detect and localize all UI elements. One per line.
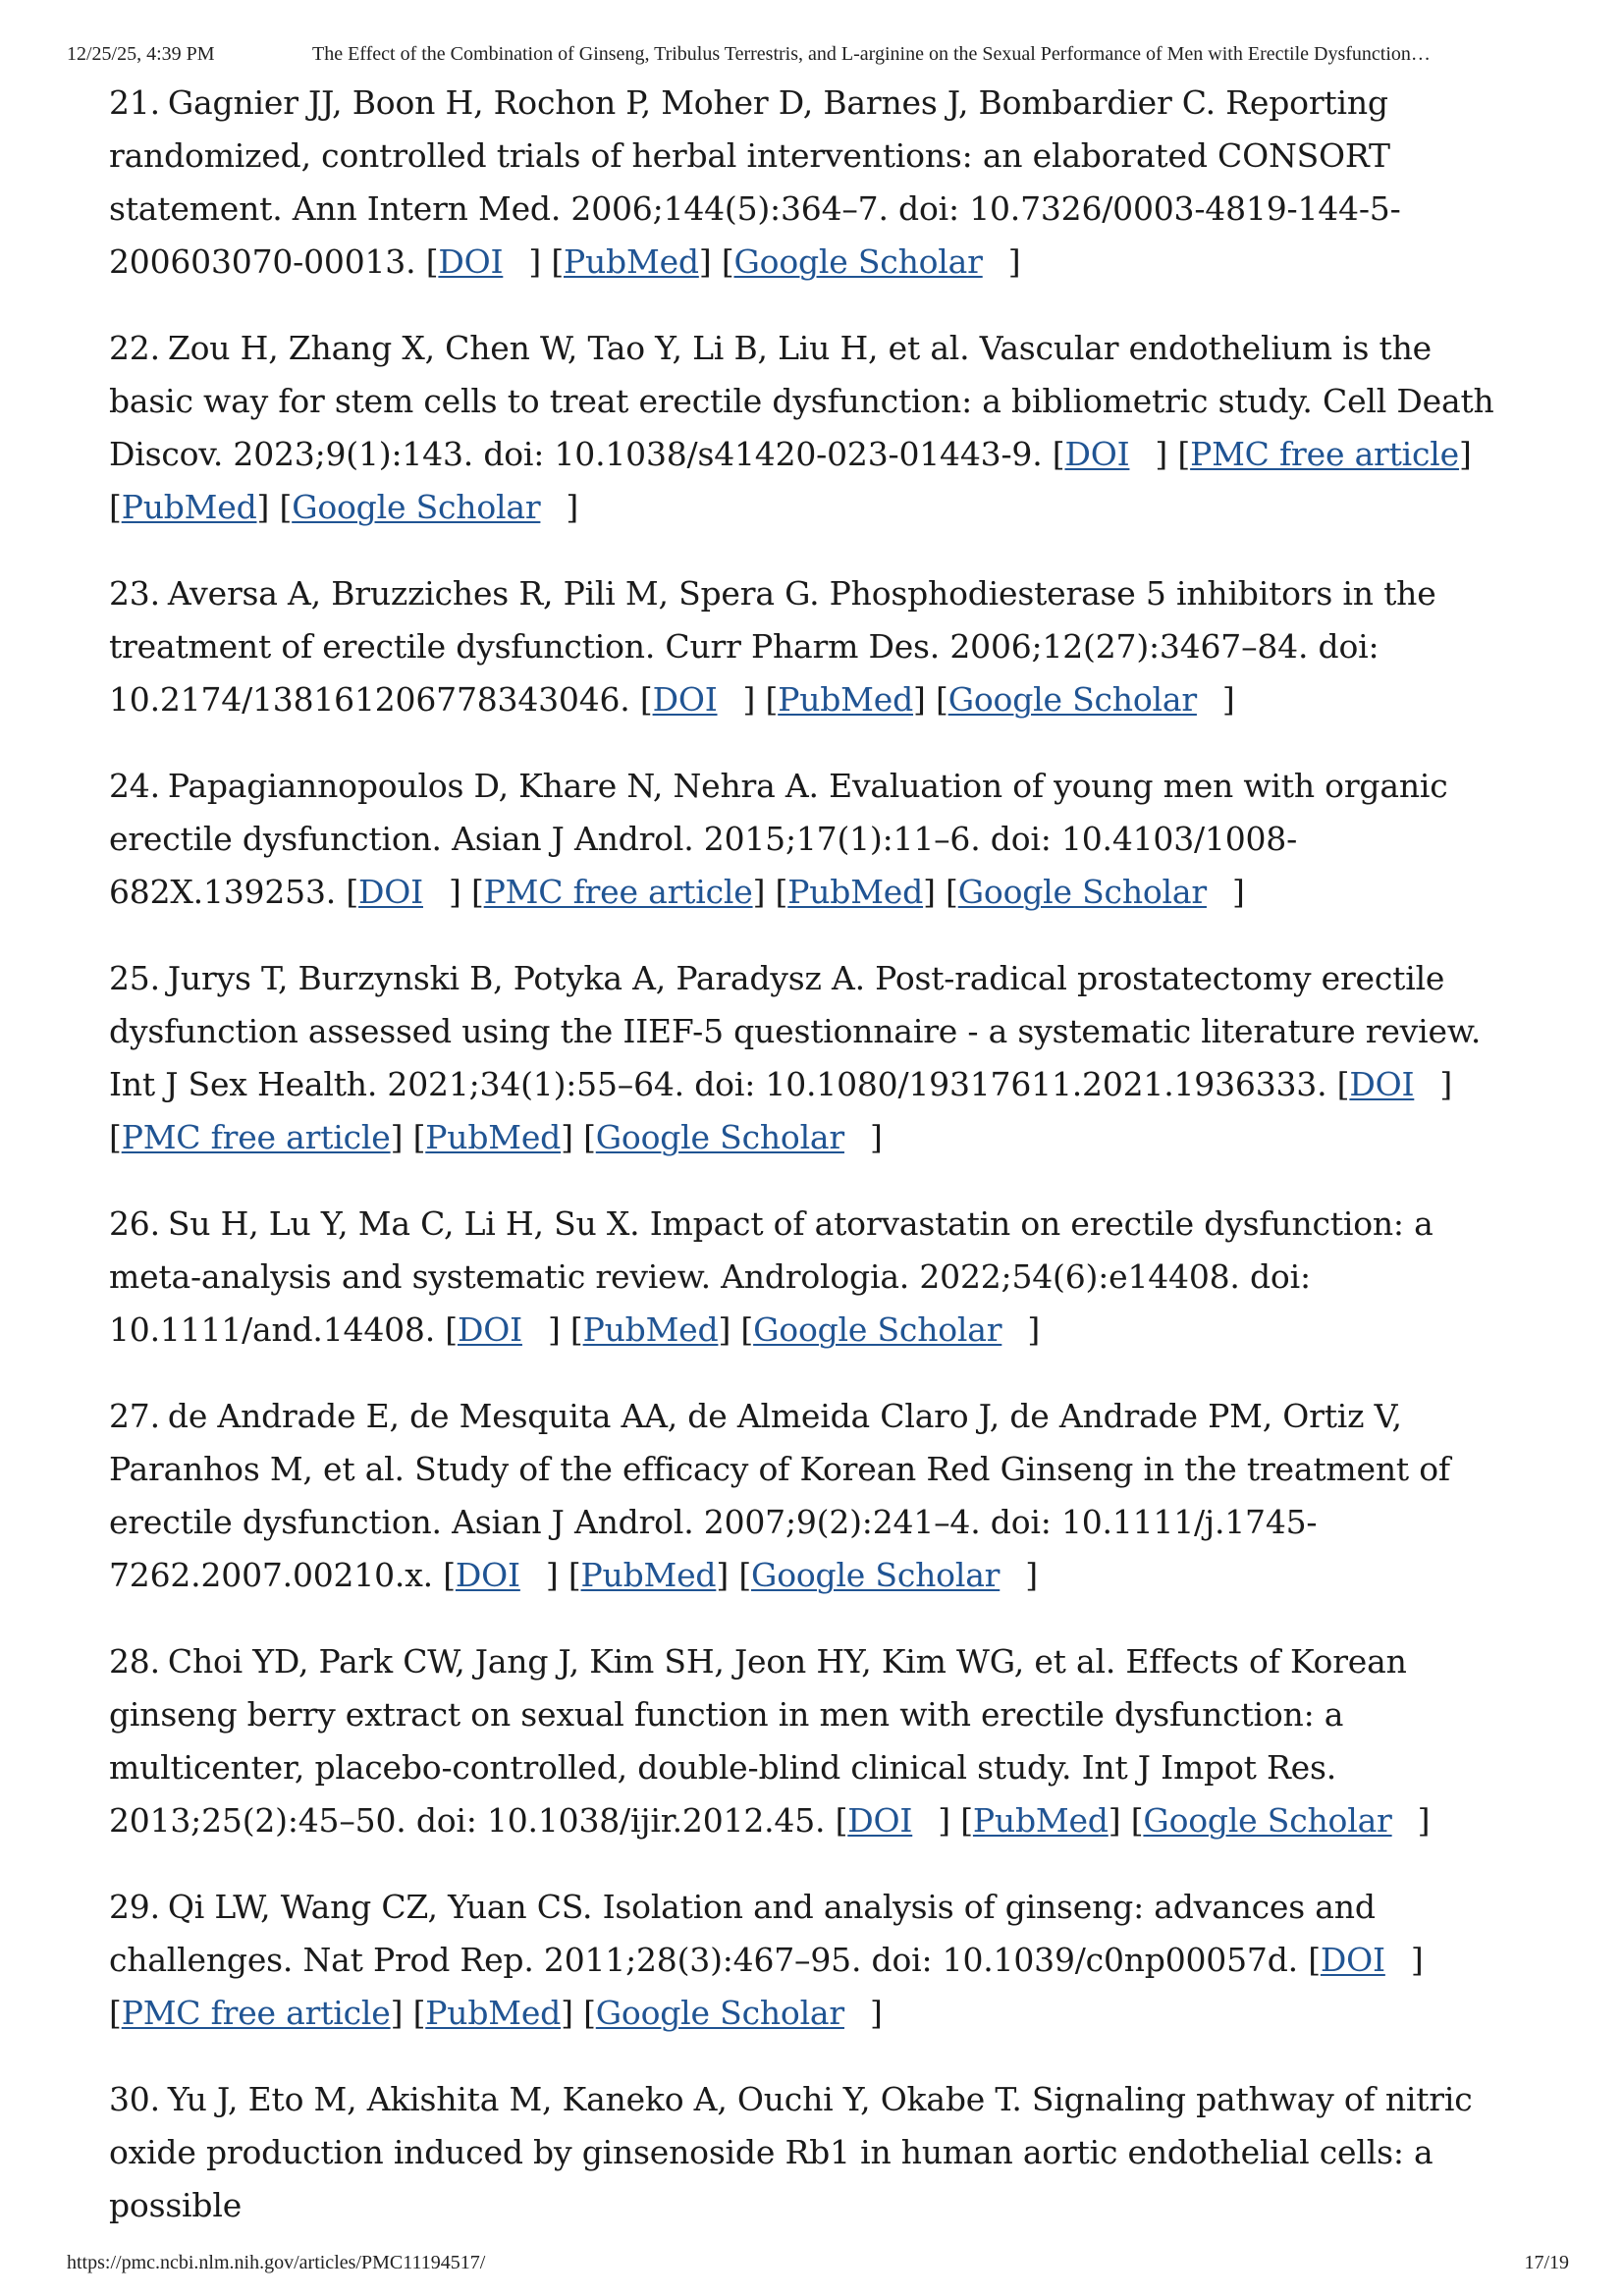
reference-link-group: [Google Scholar ] <box>740 1310 1041 1349</box>
reference-item <box>109 1635 1523 1847</box>
reference-item <box>109 760 1523 919</box>
reference-text: de Andrade E, de Mesquita AA, de Almeida Claro J, de Andrade PM, Ortiz V, Paranhos M, et al. Study of the efficacy of Korean Red Ginseng in the treatment of erectile dysfunction. Asian J Androl. 2007;9(2):241–4. doi: 10.1111/j.1745-7262.2007.00210.x. <box>109 1397 1450 1594</box>
reference-link-group: [DOI ] <box>445 1310 561 1349</box>
print-title: The Effect of the Combination of Ginseng, Tribulus Terrestris, and L-arginine on the Sexual Performance of Men with Erectile Dysfunction… <box>312 43 1431 65</box>
reference-number: 26. <box>109 1204 160 1243</box>
reference-link-group: [Google Scholar ] <box>583 1994 883 2032</box>
reference-list <box>109 77 1523 2266</box>
reference-link-group: [Google Scholar ] <box>583 1118 883 1156</box>
reference-link-group: [PubMed] <box>412 1994 573 2032</box>
pubmed-link[interactable]: PubMed <box>564 242 699 281</box>
reference-text: Gagnier JJ, Boon H, Rochon P, Moher D, Barnes J, Bombardier C. Reporting randomized, controlled trials of herbal interventions: an elaborated CONSORT statement. Ann Intern Med. 2006;144(5):364–7. doi: 10.7326/0003-4819-144-5-200603070-00013. <box>109 83 1401 281</box>
reference-text: Papagiannopoulos D, Khare N, Nehra A. Evaluation of young men with organic erectile dysfunction. Asian J Androl. 2015;17(1):11–6. doi: 10.4103/1008-682X.139253. <box>109 767 1448 911</box>
reference-link-group: [PubMed] <box>960 1801 1121 1840</box>
pmc-free-article-link[interactable]: PMC free article <box>121 1994 391 2032</box>
reference-link-group: [PubMed] <box>569 1310 731 1349</box>
reference-link-group: [Google Scholar ] <box>279 488 579 526</box>
doi-link[interactable]: DOI <box>847 1801 913 1840</box>
reference-link-group: [DOI ] <box>1052 435 1168 473</box>
reference-link-group: [DOI ] <box>639 680 756 719</box>
pubmed-link[interactable]: PubMed <box>582 1310 719 1349</box>
pubmed-link[interactable]: PubMed <box>778 680 914 719</box>
reference-number: 29. <box>109 1888 160 1926</box>
reference-link-group: [PubMed] <box>551 242 712 281</box>
reference-link-group: [PubMed] <box>109 488 270 526</box>
pmc-free-article-link[interactable]: PMC free article <box>483 873 753 911</box>
reference-number: 24. <box>109 767 160 805</box>
reference-item <box>109 1390 1523 1602</box>
google-scholar-link[interactable]: Google Scholar <box>957 873 1207 911</box>
reference-link-group: [PMC free article] <box>109 1118 404 1156</box>
reference-text: Choi YD, Park CW, Jang J, Kim SH, Jeon HY, Kim WG, et al. Effects of Korean ginseng berry extract on sexual function in men with erectile dysfunction: a multicenter, placebo-controlled, double-blind clinical study. Int J Impot Res. 2013;25(2):45–50. doi: 10.1038/ijir.2012.45. <box>109 1642 1407 1840</box>
reference-text: Zou H, Zhang X, Chen W, Tao Y, Li B, Liu H, et al. Vascular endothelium is the basic way for stem cells to treat erectile dysfunction: a bibliometric study. Cell Death Discov. 2023;9(1):143. doi: 10.1038/s41420-023-01443-9. <box>109 329 1494 473</box>
reference-text: Su H, Lu Y, Ma C, Li H, Su X. Impact of atorvastatin on erectile dysfunction: a meta-analysis and systematic review. Andrologia. 2022;54(6):e14408. doi: 10.1111/and.14408. <box>109 1204 1434 1349</box>
reference-link-group: [PubMed] <box>765 680 926 719</box>
pubmed-link[interactable]: PubMed <box>425 1118 562 1156</box>
reference-text: Jurys T, Burzynski B, Potyka A, Paradysz A. Post-radical prostatectomy erectile dysfunction assessed using the IIEF-5 questionnaire - a systematic literature review. Int J Sex Health. 2021;34(1):55–64. doi: 10.1080/19317611.2021.1936333. <box>109 959 1482 1103</box>
reference-link-group: [DOI ] <box>1308 1941 1424 1979</box>
doi-link[interactable]: DOI <box>1349 1065 1415 1103</box>
reference-link-group: [DOI ] <box>835 1801 950 1840</box>
reference-item <box>109 1198 1523 1357</box>
reference-text: Aversa A, Bruzziches R, Pili M, Spera G. Phosphodiesterase 5 inhibitors in the treatment of erectile dysfunction. Curr Pharm Des. 2006;12(27):3467–84. doi: 10.2174/138161206778343046. <box>109 574 1436 719</box>
reference-link-group: [Google Scholar ] <box>936 680 1235 719</box>
reference-link-group: [PMC free article] <box>109 1994 404 2032</box>
reference-number: 23. <box>109 574 160 613</box>
reference-item <box>109 567 1523 726</box>
reference-item <box>109 1881 1523 2040</box>
reference-link-group: [PMC free article] <box>1177 435 1472 473</box>
reference-text: Qi LW, Wang CZ, Yuan CS. Isolation and analysis of ginseng: advances and challenges. Nat Prod Rep. 2011;28(3):467–95. doi: 10.1039/c0np00057d. <box>109 1888 1376 1979</box>
google-scholar-link[interactable]: Google Scholar <box>753 1310 1002 1349</box>
google-scholar-link[interactable]: Google Scholar <box>292 488 541 526</box>
pubmed-link[interactable]: PubMed <box>121 488 257 526</box>
reference-number: 21. <box>109 83 160 122</box>
reference-link-group: [DOI ] <box>346 873 461 911</box>
print-header <box>67 43 1569 66</box>
reference-item <box>109 77 1523 289</box>
pubmed-link[interactable]: PubMed <box>425 1994 562 2032</box>
doi-link[interactable]: DOI <box>1320 1941 1385 1979</box>
reference-link-group: [PubMed] <box>775 873 936 911</box>
print-date: 12/25/25, 4:39 PM <box>67 43 215 65</box>
doi-link[interactable]: DOI <box>455 1556 520 1594</box>
reference-link-group: [DOI ] <box>425 242 542 281</box>
reference-link-group: [DOI ] <box>1336 1065 1452 1103</box>
reference-link-group: [Google Scholar ] <box>721 242 1021 281</box>
page-number: 17/19 <box>1524 2252 1569 2273</box>
pubmed-link[interactable]: PubMed <box>787 873 924 911</box>
reference-item <box>109 2073 1523 2232</box>
reference-number: 30. <box>109 2080 160 2118</box>
reference-link-group: [Google Scholar ] <box>946 873 1245 911</box>
reference-number: 25. <box>109 959 160 997</box>
pmc-free-article-link[interactable]: PMC free article <box>121 1118 391 1156</box>
reference-link-group: [PMC free article] <box>470 873 766 911</box>
doi-link[interactable]: DOI <box>457 1310 522 1349</box>
print-footer <box>67 2252 1569 2274</box>
reference-number: 27. <box>109 1397 160 1435</box>
page-url: https://pmc.ncbi.nlm.nih.gov/articles/PMC11194517/ <box>67 2252 486 2273</box>
reference-item <box>109 952 1523 1164</box>
pubmed-link[interactable]: PubMed <box>972 1801 1109 1840</box>
reference-link-group: [PubMed] <box>412 1118 573 1156</box>
google-scholar-link[interactable]: Google Scholar <box>751 1556 1001 1594</box>
google-scholar-link[interactable]: Google Scholar <box>947 680 1197 719</box>
pubmed-link[interactable]: PubMed <box>580 1556 717 1594</box>
doi-link[interactable]: DOI <box>1064 435 1130 473</box>
reference-link-group: [DOI ] <box>443 1556 559 1594</box>
reference-text: Yu J, Eto M, Akishita M, Kaneko A, Ouchi Y, Okabe T. Signaling pathway of nitric oxide production induced by ginsenoside Rb1 in human aortic endothelial cells: a possible <box>109 2080 1473 2224</box>
doi-link[interactable]: DOI <box>358 873 423 911</box>
doi-link[interactable]: DOI <box>438 242 504 281</box>
reference-link-group: [Google Scholar ] <box>738 1556 1038 1594</box>
reference-link-group: [PubMed] <box>568 1556 730 1594</box>
reference-number: 22. <box>109 329 160 367</box>
google-scholar-link[interactable]: Google Scholar <box>595 1118 844 1156</box>
doi-link[interactable]: DOI <box>652 680 718 719</box>
google-scholar-link[interactable]: Google Scholar <box>595 1994 844 2032</box>
reference-item <box>109 322 1523 534</box>
pmc-free-article-link[interactable]: PMC free article <box>1190 435 1459 473</box>
reference-link-group: [Google Scholar ] <box>1130 1801 1431 1840</box>
reference-number: 28. <box>109 1642 160 1681</box>
google-scholar-link[interactable]: Google Scholar <box>733 242 983 281</box>
google-scholar-link[interactable]: Google Scholar <box>1143 1801 1392 1840</box>
